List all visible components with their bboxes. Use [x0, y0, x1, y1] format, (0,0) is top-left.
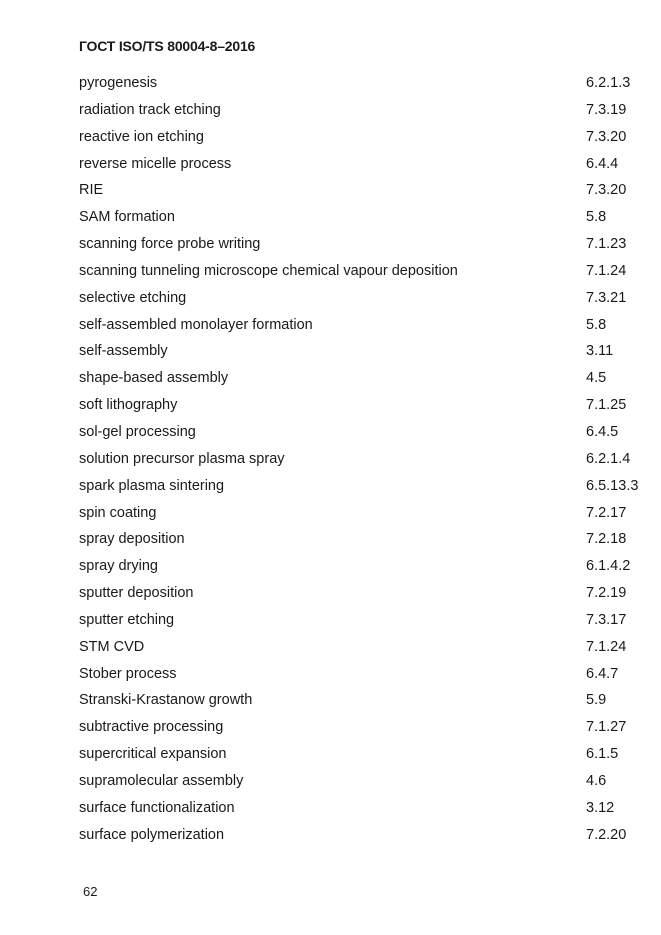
index-entry [79, 394, 654, 421]
index-term: spin coating [79, 504, 157, 521]
index-reference: 5.8 [586, 316, 607, 333]
index-entry [79, 179, 654, 206]
index-entry [79, 770, 654, 797]
index-reference: 6.2.1.4 [586, 450, 631, 467]
index-term: reactive ion etching [79, 128, 204, 145]
index-reference: 7.3.20 [586, 128, 627, 145]
index-reference: 6.1.4.2 [586, 558, 631, 575]
index-reference: 4.6 [586, 772, 607, 789]
index-term: sputter etching [79, 611, 175, 628]
index-reference: 6.1.5 [586, 746, 619, 763]
index-term: self-assembly [79, 343, 168, 360]
index-term: reverse micelle process [79, 155, 232, 172]
index-term: Stober process [79, 665, 177, 682]
index-term: STM CVD [79, 638, 145, 655]
document-header: ГОСТ ISO/TS 80004-8–2016 [79, 38, 256, 54]
index-reference: 7.3.21 [586, 289, 627, 306]
index-term: radiation track etching [79, 101, 221, 118]
index-term: self-assembled monolayer formation [79, 316, 313, 333]
index-reference: 6.4.7 [586, 665, 619, 682]
index-reference: 7.1.25 [586, 397, 627, 414]
index-reference: 7.2.18 [586, 531, 627, 548]
index-term: spray drying [79, 558, 158, 575]
index-reference: 7.1.24 [586, 262, 627, 279]
index-reference: 7.3.17 [586, 611, 627, 628]
index-reference: 4.5 [586, 370, 607, 387]
index-reference: 7.3.19 [586, 101, 627, 118]
index-entry [79, 448, 654, 475]
index-entry [79, 824, 654, 851]
index-entry [79, 716, 654, 743]
index-reference: 7.3.20 [586, 182, 627, 199]
index-entry [79, 340, 654, 367]
page-number: 62 [83, 884, 98, 899]
index-entry [79, 689, 654, 716]
index-term: supramolecular assembly [79, 772, 244, 789]
index-term: selective etching [79, 289, 187, 306]
index-entry [79, 206, 654, 233]
index-term: RIE [79, 182, 104, 199]
index-entry [79, 260, 654, 287]
index-term: surface functionalization [79, 799, 235, 816]
index-entry [79, 502, 654, 529]
index-entry [79, 153, 654, 180]
index-entry [79, 582, 654, 609]
index-reference: 3.12 [586, 799, 615, 816]
index-entry [79, 367, 654, 394]
index-entry [79, 609, 654, 636]
index-entry [79, 126, 654, 153]
index-term: sol-gel processing [79, 423, 196, 440]
index-term: supercritical expansion [79, 746, 227, 763]
index-entry [79, 743, 654, 770]
index-term: scanning tunneling microscope chemical vapour deposition [79, 262, 458, 279]
index-term: soft lithography [79, 397, 178, 414]
alphabetical-index [79, 72, 654, 850]
index-reference: 7.2.20 [586, 826, 627, 843]
index-term: Stranski-Krastanow growth [79, 692, 253, 709]
index-entry [79, 636, 654, 663]
index-term: surface polymerization [79, 826, 225, 843]
index-term: spark plasma sintering [79, 477, 225, 494]
index-reference: 7.1.27 [586, 719, 627, 736]
index-term: sputter deposition [79, 585, 194, 602]
index-reference: 6.4.4 [586, 155, 619, 172]
index-entry [79, 233, 654, 260]
index-entry [79, 287, 654, 314]
index-entry [79, 555, 654, 582]
index-term: subtractive processing [79, 719, 224, 736]
index-reference: 6.4.5 [586, 423, 619, 440]
index-reference: 6.2.1.3 [586, 75, 631, 91]
index-reference: 7.2.17 [586, 504, 627, 521]
index-entry [79, 72, 654, 99]
index-reference: 5.8 [586, 209, 607, 226]
index-reference: 6.5.13.3 [586, 477, 639, 494]
index-reference: 3.11 [586, 343, 614, 360]
index-entry [79, 99, 654, 126]
index-entry [79, 421, 654, 448]
index-reference: 5.9 [586, 692, 607, 709]
index-term: shape-based assembly [79, 370, 229, 387]
index-term: SAM formation [79, 209, 175, 226]
index-entry [79, 797, 654, 824]
index-entry [79, 528, 654, 555]
index-term: scanning force probe writing [79, 236, 261, 253]
index-entry [79, 475, 654, 502]
index-reference: 7.1.24 [586, 638, 627, 655]
index-term: solution precursor plasma spray [79, 450, 285, 467]
index-term: pyrogenesis [79, 75, 158, 91]
index-entry [79, 663, 654, 690]
index-term: spray deposition [79, 531, 185, 548]
index-reference: 7.2.19 [586, 585, 627, 602]
index-reference: 7.1.23 [586, 236, 627, 253]
index-entry [79, 314, 654, 341]
